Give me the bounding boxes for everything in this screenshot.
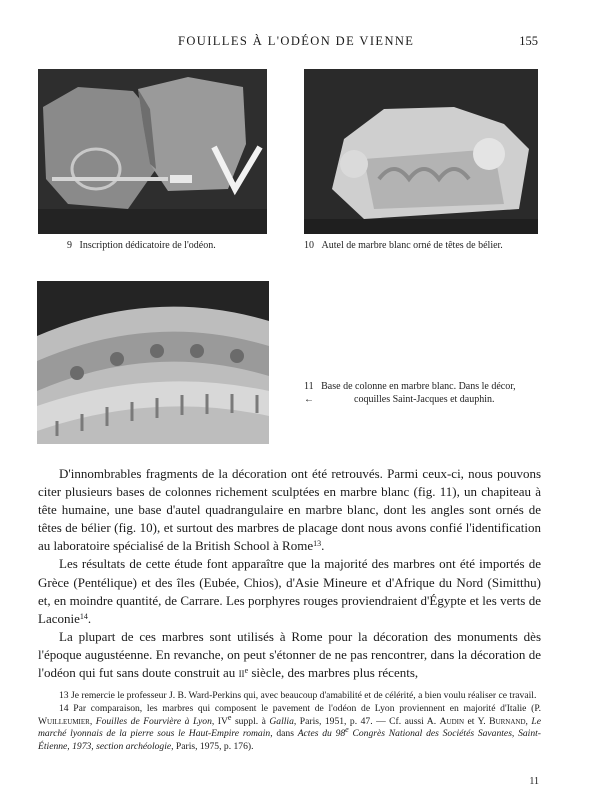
footnote-14: 14 Par comparaison, les marbres qui composent le pavement de l'odéon de Lyon proviennent en majorité d'Italie (P. Wuilleumier, Fouilles de Fourvière à Lyon, IVe suppl. à Gallia, Paris, 1951, p. 47. — Cf. aussi A. Audin et Y. Burnand, Le marché lyonnais de la pierre sous le Haut-Empire romain, dans Actes du 98e Congrès National des Sociétés Savantes, Saint-Étienne, 1973, section archéologie, Paris, 1975, p. 176). <box>38 703 542 752</box>
page-number: 155 <box>519 34 538 48</box>
running-title: FOUILLES À L'ODÉON DE VIENNE <box>178 34 415 48</box>
figure-9-caption: 9 Inscription dédicatoire de l'odéon. <box>67 240 216 251</box>
figure-11-caption: 11 Base de colonne en marbre blanc. Dans le décor, ← coquilles Saint-Jacques et dauphin. <box>304 381 516 405</box>
caption-arrow: ← <box>304 394 314 405</box>
running-header <box>0 34 601 50</box>
paragraph-3: La plupart de ces marbres sont utilisés à Rome pour la décoration des monuments dès l'époque augustéenne. En revanche, on peut s'étonner de ne pas rencontrer, dans la décoration de l'odéon qui fut sans doute construit au $ii^e$ siècle, des marbres plus récents, <box>38 628 541 681</box>
figure-10-caption: 10 Autel de marbre blanc orné de têtes de bélier. <box>304 240 503 251</box>
footnote-13: 13 Je remercie le professeur J. B. Ward-Perkins qui, avec beaucoup d'amabilité et de célérité, a bien voulu réaliser ce travail. <box>59 690 537 701</box>
paragraph-2: Les résultats de cette étude font apparaître que la majorité des marbres ont été importés de Grèce (Pentélique) et des îles (Eubée, Chios), d'Asie Mineure et d'Afrique du Nord (Simitthu) et, en moindre quantité, de Carrare. Les porphyres rouges proviendraient d'Égypte et les verts de Laconie$^{14}$. <box>38 556 541 626</box>
figure-9-photo <box>38 69 267 234</box>
signature-mark: 11 <box>529 776 539 787</box>
figure-10-photo <box>304 69 538 234</box>
figure-11-photo <box>37 281 269 444</box>
footnotes <box>38 690 541 754</box>
paragraph-1: D'innombrables fragments de la décoration ont été retrouvés. Parmi ceux-ci, nous pouvons citer plusieurs bases de colonnes richement sculptées en marbre blanc (fig. 11), un chapiteau à tête humaine, une base d'autel quadrangulaire en marbre blanc, dont les angles sont ornés de têtes de bélier (fig. 10), et surtout des marbres de placage dont nous avons confié l'identification au laboratoire spécialisé de la British School à Rome$^{13}$. <box>38 466 541 554</box>
body-text <box>38 465 541 682</box>
